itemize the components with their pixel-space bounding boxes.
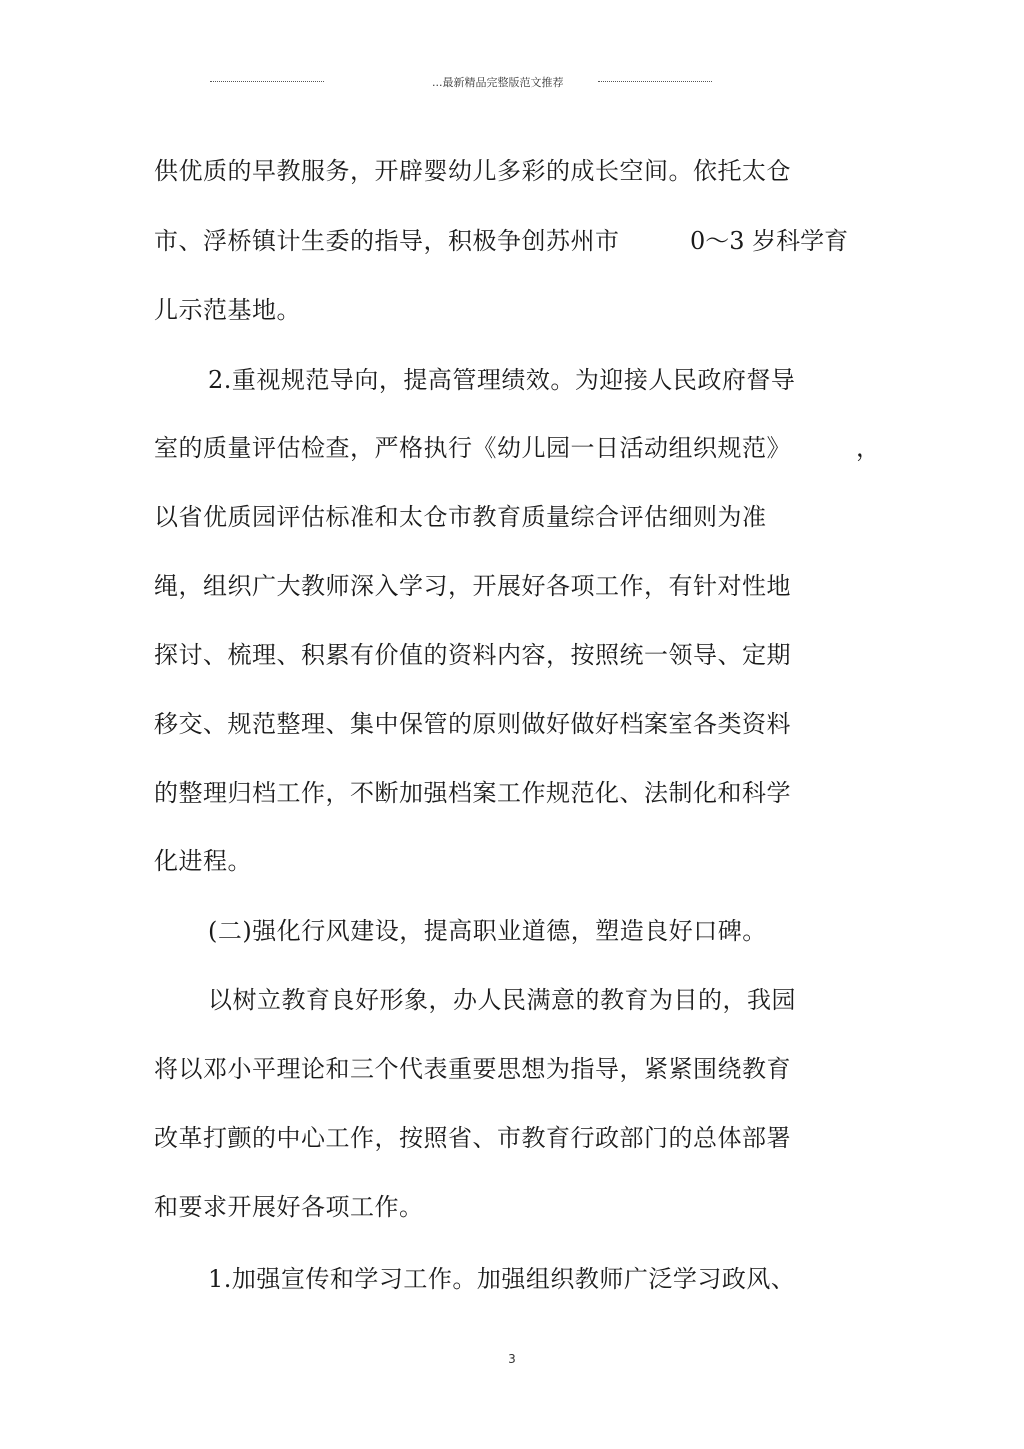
text-line-2: 市、浮桥镇计生委的指导，积极争创苏州市 <box>154 227 620 255</box>
text-line-5-tail: ， <box>856 434 880 462</box>
text-line-15: 改革打颤的中心工作，按照省、市教育行政部门的总体部署 <box>154 1124 791 1152</box>
text-line-2-tail: 0～3 岁科学育 <box>690 227 849 255</box>
text-line-4: 2.重视规范导向，提高管理绩效。为迎接人民政府督导 <box>208 366 796 394</box>
page-header <box>0 74 1024 94</box>
text-line-1: 供优质的早教服务，开辟婴幼儿多彩的成长空间。依托太仓 <box>154 157 791 185</box>
text-line-8: 探讨、梳理、积累有价值的资料内容，按照统一领导、定期 <box>154 641 791 669</box>
header-rule-right <box>598 81 712 82</box>
text-line-7: 绳，组织广大教师深入学习，开展好各项工作，有针对性地 <box>154 572 791 600</box>
text-line-12: (二)强化行风建设，提高职业道德，塑造良好口碑。 <box>208 917 767 945</box>
text-line-9: 移交、规范整理、集中保管的原则做好做好档案室各类资料 <box>154 710 791 738</box>
text-line-10: 的整理归档工作，不断加强档案工作规范化、法制化和科学 <box>154 779 791 807</box>
text-line-16: 和要求开展好各项工作。 <box>154 1193 424 1221</box>
text-line-11: 化进程。 <box>154 847 252 875</box>
text-line-17: 1.加强宣传和学习工作。加强组织教师广泛学习政风、 <box>208 1265 796 1293</box>
text-line-3: 儿示范基地。 <box>154 296 301 324</box>
text-line-5: 室的质量评估检查，严格执行《幼儿园一日活动组织规范》 <box>154 434 791 462</box>
text-line-6: 以省优质园评估标准和太仓市教育质量综合评估细则为准 <box>154 503 767 531</box>
page-number: 3 <box>508 1352 516 1366</box>
header-rule-left <box>210 81 324 82</box>
header-text: ...最新精品完整版范文推荐 <box>432 76 564 89</box>
text-line-13: 以树立教育良好形象，办人民满意的教育为目的，我园 <box>208 986 796 1014</box>
text-line-14: 将以邓小平理论和三个代表重要思想为指导，紧紧围绕教育 <box>154 1055 791 1083</box>
